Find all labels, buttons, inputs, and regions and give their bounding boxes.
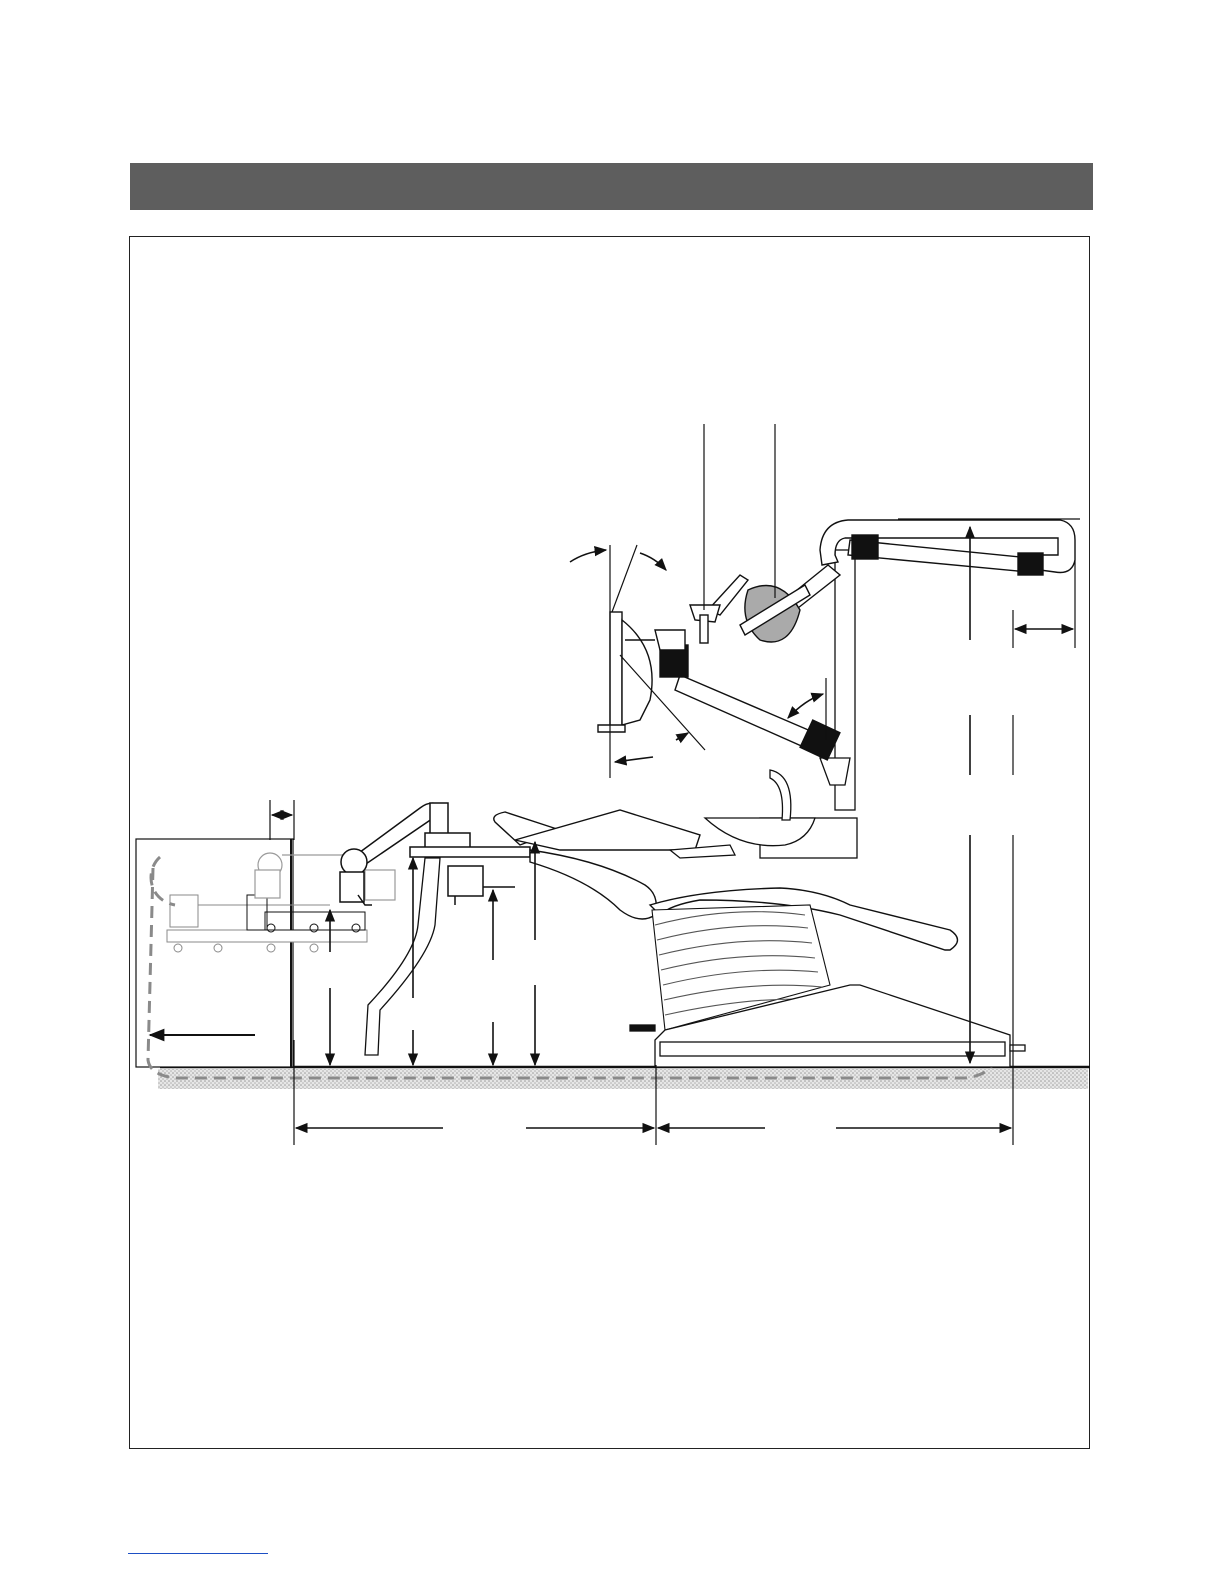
light-post [740, 520, 1075, 642]
retracted-arm-ghost [255, 853, 395, 900]
footer-rule [128, 1553, 268, 1554]
monitor [598, 612, 655, 732]
